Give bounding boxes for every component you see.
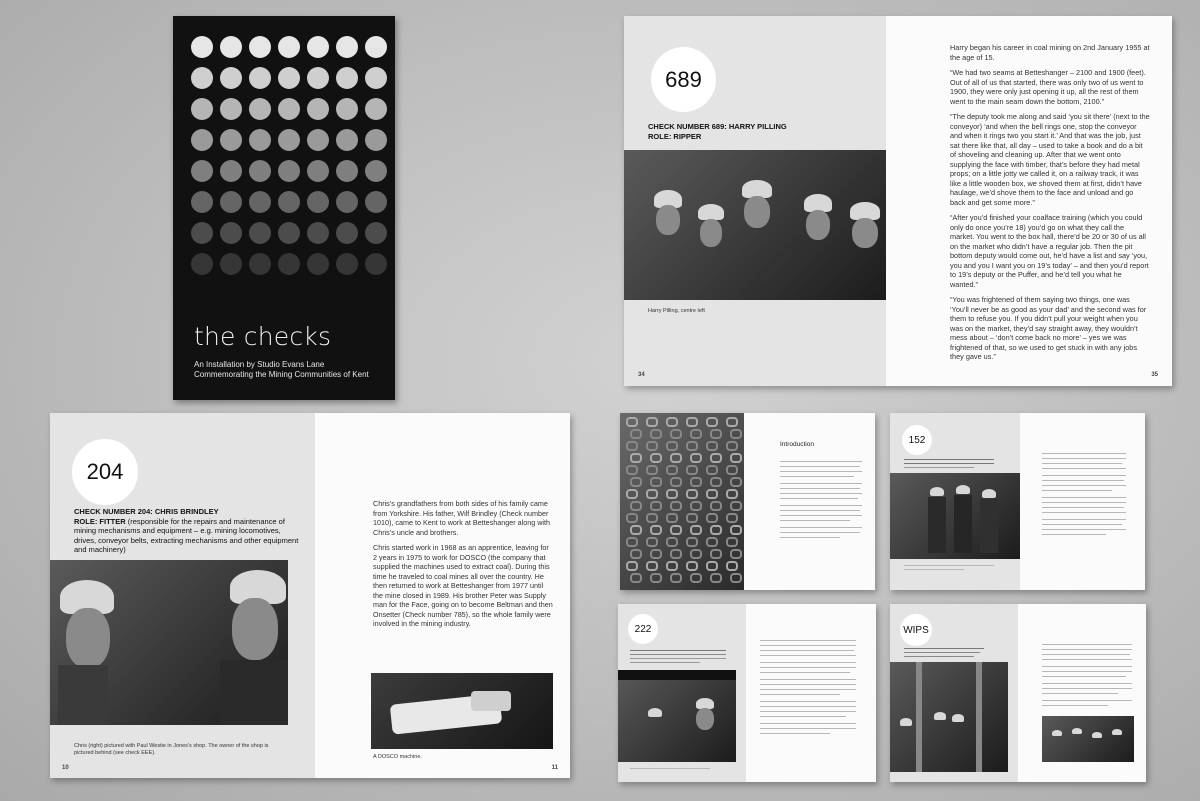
chain-link [670,525,682,535]
chain-link [626,489,638,499]
chain-link [686,489,698,499]
cover-dot [307,67,329,89]
check-number-badge: 152 [902,425,932,455]
cover-dot [336,67,358,89]
chain-link [690,429,702,439]
cover-dot [278,98,300,120]
page-number-left: 10 [62,765,69,771]
chain-link [726,417,738,427]
cover-dot [307,191,329,213]
cover-dot [278,36,300,58]
chain-link [650,549,662,559]
chain-link [666,417,678,427]
book-cover [173,16,395,400]
chain-link [686,513,698,523]
intro-title: Introduction [780,441,814,448]
page-wips-left [890,604,1018,782]
cover-dot [249,36,271,58]
paragraph: Chris started work in 1968 as an apprentice, leaving for 2 years in 1975 to work for DOSCO (the company that supplied the machines used to extract coal). During this time he traveled to coal mines all over the country. He then returned to work at Betteshanger from 1977 until the mine closed in 1989. His brother Peter was Supply man for the Face, going on to become Beltman and then Onsetter (Check number 785), so the whole family were involved in the mining industry. [373,543,553,628]
photo-caption: Chris (right) pictured with Paul Westie in Jones’s shop. The owner of the shop is pictured behind (see check EEE). [74,743,269,756]
chain-link [666,441,678,451]
cover-dot [278,160,300,182]
chain-link [666,537,678,547]
cover-dot [278,253,300,275]
cover-dot [365,160,387,182]
cover-dot [191,253,213,275]
cover-dot [220,191,242,213]
cover-dot [365,98,387,120]
cover-dot [249,129,271,151]
cover-dot [191,98,213,120]
chain-link [646,465,658,475]
cover-dot [220,98,242,120]
spread-689 [624,16,1172,386]
cover-dot [365,191,387,213]
cover-dot [249,222,271,244]
page-35 [886,16,1172,386]
check-number-badge: 222 [628,614,658,644]
check-role [74,517,299,555]
chain-link [730,453,742,463]
cover-dot [336,36,358,58]
paragraph: “We had two seams at Betteshanger – 2100 and 1900 (feet). Out of all of us that started, there was only two of us went to 1900, they were only just opening it up, all the rest of them went to the main seam down the bottom, 2100.” [950,68,1146,106]
chain-link [626,561,638,571]
cover-dot [249,191,271,213]
page-number-right: 35 [1151,372,1158,378]
cover-dot [220,67,242,89]
chain-link [630,429,642,439]
check-number-badge: 204 [72,439,138,505]
cover-dot [249,67,271,89]
chain-link [706,465,718,475]
chain-link [710,525,722,535]
photo-miners-shaft [890,662,1008,772]
chain-link [630,501,642,511]
cover-subtitle-line2: Commemorating the Mining Communities of Kent [194,370,369,379]
cover-dot [365,129,387,151]
chain-link [710,477,722,487]
cover-dot [336,191,358,213]
chain-link [630,573,642,583]
chain-link [646,537,658,547]
cover-dot [220,222,242,244]
photo-dosco-machine [371,673,553,749]
page-introduction [744,413,875,590]
check-number-badge: 689 [651,47,716,112]
cover-dot [220,253,242,275]
chain-link [630,549,642,559]
cover-dot [307,98,329,120]
chain-link [686,537,698,547]
cover-dot [336,160,358,182]
chain-link [690,549,702,559]
chain-link [650,525,662,535]
body-text [950,43,1150,368]
cover-dot [191,222,213,244]
photo-caption: Harry Pilling, centre left [648,308,705,314]
chain-link [690,501,702,511]
chain-link [730,501,742,511]
photo-chris-brindley [50,560,288,725]
check-heading [74,507,299,555]
chain-link [730,525,742,535]
cover-dot [191,160,213,182]
paragraph: “After you’d finished your coalface training (which you could only do once you’re 18) you’d go on what they call the market. You went to the box hall, there’d be 20 or 30 of us all on the market who didn’t have a regular job. Then the pit bottom deputy would come out, he’d have a list and say ‘you, you and you I want you on 19’s today’ – and then you’d report to 19’s deputy or the Puffer, and he’d tell you what he wanted.” [950,213,1149,289]
page-152-left [890,413,1020,590]
page-152-right [1020,413,1145,590]
cover-dot [336,98,358,120]
check-number-badge: WIPS [900,614,932,646]
page-10 [50,413,315,778]
chain-link [710,429,722,439]
body-text [373,499,553,635]
chain-link [686,417,698,427]
cover-dot [220,160,242,182]
check-heading [648,122,787,142]
paragraph: Harry began his career in coal mining on 2nd January 1955 at the age of 15. [950,43,1150,62]
chain-link [650,573,662,583]
cover-title: the checks [194,322,332,351]
chain-link [690,477,702,487]
cover-dot [278,222,300,244]
chain-link [706,441,718,451]
chain-link [710,573,722,583]
chain-link [670,501,682,511]
spread-introduction [620,413,875,590]
page-222-right [746,604,876,782]
cover-dot [307,160,329,182]
check-role: ROLE: RIPPER [648,132,702,141]
cover-dot [220,129,242,151]
cover-dot [307,129,329,151]
cover-dot [365,36,387,58]
check-heading-line1: CHECK NUMBER 204: CHRIS BRINDLEY [74,507,219,516]
chain-link [730,477,742,487]
paragraph: “The deputy took me along and said ‘you sit there’ (next to the conveyor) ‘and when the bell rings one, stop the conveyor and when it rings two you start it.’ And that was the job, just sat there like that, all day – used to take a book and do a bit of shoveling and cleaning up. After that we went onto supplying the face with timber, that’s before they had metal props; on a little jotty we called it, on a railway track, it was like a little wooden box, we shoved them at first, didn’t have haulage, we’d shove them to the face and unload and go back and get some more.” [950,112,1150,207]
chain-link [706,537,718,547]
chain-link [726,465,738,475]
cover-dot [220,36,242,58]
chain-link [686,561,698,571]
chain-link [630,453,642,463]
spread-222 [618,604,876,782]
paragraph: Chris’s grandfathers from both sides of his family came from Yorkshire. His father, Wilf Brindley (Check number 1010), came to Kent to work at Betteshanger along with Chris’s uncle and brothers. [373,499,550,537]
machine-caption: A DOSCO machine. [373,754,422,760]
chain-link [650,453,662,463]
cover-dot [278,191,300,213]
chain-link [666,513,678,523]
chain-link [666,489,678,499]
chain-link [706,513,718,523]
photo-miners-underground [618,670,736,762]
chain-link [666,465,678,475]
chain-link [726,489,738,499]
chain-link [690,453,702,463]
role-label: ROLE: FITTER [74,516,126,526]
paragraph: “You was frightened of them saying two things, one was ‘You’ll never be as good as your dad’ and the second was for them to refuse you. If you didn’t pull your weight when you was on the market, they’d say straight away, they wouldn’t mess about – ‘don’t come back no more’ – yes we was frightened of that, so we used to get stuck in with any jobs they gave us.” [950,295,1147,361]
cover-dot [249,160,271,182]
cover-dot [191,191,213,213]
cover-dot [307,253,329,275]
page-number-right: 11 [551,765,558,771]
chain-link [706,561,718,571]
chain-link [646,561,658,571]
cover-dot [249,98,271,120]
cover-dot [336,222,358,244]
cover-subtitle-line1: An Installation by Studio Evans Lane [194,360,325,369]
page-34 [624,16,886,386]
chain-link [630,525,642,535]
photo-miners-walking [890,473,1020,559]
spread-152 [890,413,1145,590]
chain-link [670,429,682,439]
chain-link [630,477,642,487]
chain-link [666,561,678,571]
chain-link [706,417,718,427]
chain-link [646,417,658,427]
cover-subtitle [194,360,369,380]
cover-dot [278,129,300,151]
chain-link [726,513,738,523]
chain-link [650,477,662,487]
chain-link [686,465,698,475]
check-heading-line1: CHECK NUMBER 689: HARRY PILLING [648,122,787,131]
photo-checks-chain [620,413,744,590]
photo-miners-group [1042,716,1134,762]
page-wips-right [1018,604,1146,782]
chain-link [670,453,682,463]
page-222-left [618,604,746,782]
chain-link [650,429,662,439]
spread-wips [890,604,1146,782]
chain-link [730,573,742,583]
chain-link [706,489,718,499]
chain-link [646,441,658,451]
cover-dot [191,36,213,58]
chain-link [710,501,722,511]
cover-dot [191,67,213,89]
cover-dot [191,129,213,151]
cover-dot [336,129,358,151]
page-number-left: 34 [638,372,645,378]
chain-link [670,549,682,559]
chain-link [726,537,738,547]
chain-link [730,429,742,439]
cover-dot [278,67,300,89]
page-11 [315,413,570,778]
spread-204 [50,413,570,778]
chain-link [646,513,658,523]
chain-link [690,525,702,535]
chain-link [670,477,682,487]
chain-link [710,453,722,463]
cover-dot [249,253,271,275]
chain-link [686,441,698,451]
chain-link [626,537,638,547]
cover-dot [307,222,329,244]
chain-link [626,513,638,523]
cover-dot [307,36,329,58]
chain-link [690,573,702,583]
chain-link [726,561,738,571]
chain-link [626,465,638,475]
cover-dot [365,253,387,275]
chain-link [670,573,682,583]
chain-link [710,549,722,559]
cover-dot [336,253,358,275]
chain-link [650,501,662,511]
chain-link [646,489,658,499]
role-description: (responsible for the repairs and maintenance of mining mechanisms and equipment – e.g. mining locomotives, drives, conveyor belts, extracting mechanisms and other equipment and machinery) [74,516,299,554]
cover-dot [365,222,387,244]
chain-link [626,441,638,451]
chain-link [730,549,742,559]
chain-link [726,441,738,451]
chain-link [626,417,638,427]
photo-harry-pilling [624,150,886,300]
cover-dot [365,67,387,89]
